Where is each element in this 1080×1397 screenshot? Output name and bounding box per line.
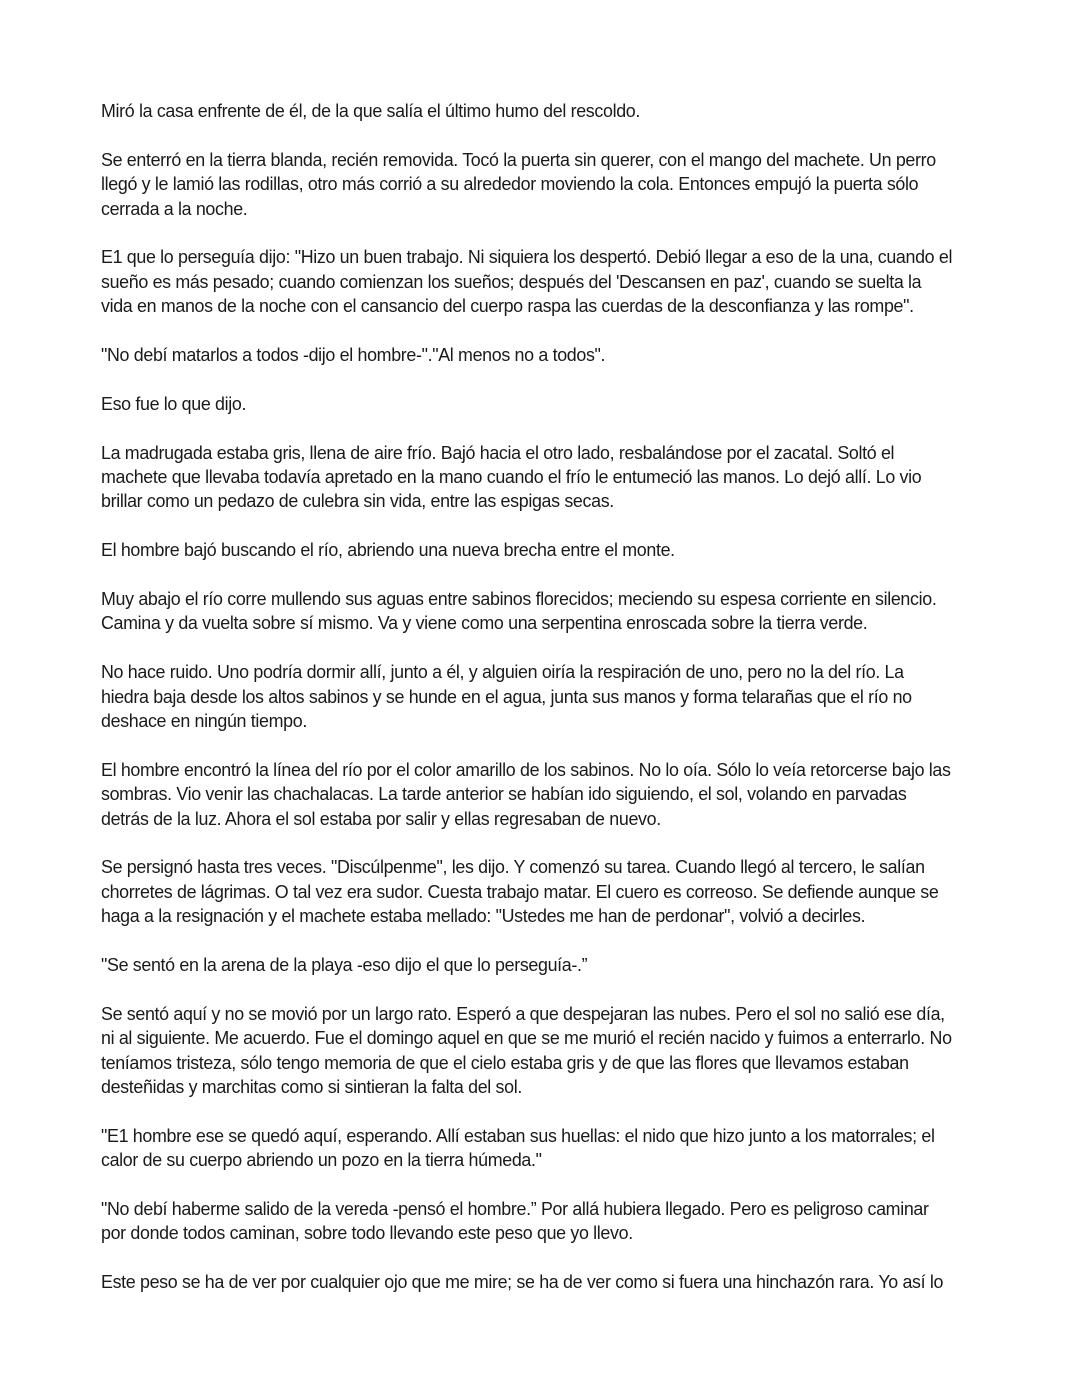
paragraph-6: La madrugada estaba gris, llena de aire frío. Bajó hacia el otro lado, resbalándose por el zacatal. Soltó el machete que llevaba todavía apretado en la mano cuando el frío le entumeció las manos. Lo dejó allí. Lo vio brillar como un pedazo de culebra sin vida, entre las espigas secas. (101, 441, 922, 512)
paragraph-14: "E1 hombre ese se quedó aquí, esperando. Allí estaban sus huellas: el nido que hizo junto a los matorrales; el calor de su cuerpo abriendo un pozo en la tierra húmeda." (101, 1124, 935, 1171)
paragraph-8: Muy abajo el río corre mullendo sus aguas entre sabinos florecidos; meciendo su espesa corriente en silencio. Camina y da vuelta sobre sí mismo. Va y viene como una serpentina enroscada sobre la tierra verde. (101, 588, 937, 634)
paragraph-11: Se persignó hasta tres veces. "Discúlpenme", les dijo. Y comenzó su tarea. Cuando llegó al tercero, le salían chorretes de lágrimas. O tal vez era sudor. Cuesta trabajo matar. El cuero es correoso. Se defiende aunque se haga a la resignación y el machete estaba mellado: "Ustedes me han de perdonar", volvió a decirles. (101, 856, 939, 927)
paragraph-3: E1 que lo perseguía dijo: "Hizo un buen trabajo. Ni siquiera los despertó. Debió llegar a eso de la una, cuando el sueño es más pesado; cuando comienzan los sueños; después del 'Descansen en paz', cuando se suelta la vida en manos de la noche con el cansancio del cuerpo raspa las cuerdas de la desconfianza y las rompe". (101, 246, 953, 317)
paragraph-4: "No debí matarlos a todos -dijo el hombre-"."Al menos no a todos". (101, 344, 606, 366)
paragraph-2: Se enterró en la tierra blanda, recién removida. Tocó la puerta sin querer, con el mango del machete. Un perro llegó y le lamió las rodillas, otro más corrió a su alrededor moviendo la cola. Entonces empujó la puerta sólo cerrada a la noche. (101, 148, 936, 219)
paragraph-15: "No debí haberme salido de la vereda -pensó el hombre.” Por allá hubiera llegado. Pero es peligroso caminar por donde todos caminan, sobre todo llevando este peso que yo llevo. (101, 1198, 929, 1244)
document-page (101, 99, 955, 1319)
paragraph-13: Se sentó aquí y no se movió por un largo rato. Esperó a que despejaran las nubes. Pero el sol no salió ese día, ni al siguiente. Me acuerdo. Fue el domingo aquel en que se me murió el recién nacido y fuimos a enterrarlo. No teníamos tristeza, sólo tengo memoria de que el cielo estaba gris y de que las flores que llevamos estaban desteñidas y marchitas como si sintieran la falta del sol. (101, 1002, 952, 1098)
paragraph-9: No hace ruido. Uno podría dormir allí, junto a él, y alguien oiría la respiración de uno, pero no la del río. La hiedra baja desde los altos sabinos y se hunde en el agua, junta sus manos y forma telarañas que el río no deshace en ningún tiempo. (101, 661, 912, 732)
paragraph-12: "Se sentó en la arena de la playa -eso dijo el que lo perseguía-.” (101, 954, 588, 976)
paragraph-16: Este peso se ha de ver por cualquier ojo que me mire; se ha de ver como si fuera una hinchazón rara. Yo así lo (101, 1271, 944, 1293)
paragraph-7: El hombre bajó buscando el río, abriendo una nueva brecha entre el monte. (101, 539, 675, 561)
paragraph-5: Eso fue lo que dijo. (101, 392, 247, 414)
paragraph-1: Miró la casa enfrente de él, de la que salía el último humo del rescoldo. (101, 100, 641, 121)
paragraph-10: El hombre encontró la línea del río por el color amarillo de los sabinos. No lo oía. Sólo lo veía retorcerse bajo las sombras. Vio venir las chachalacas. La tarde anterior se habían ido siguiendo, el sol, volando en parvadas detrás de la luz. Ahora el sol estaba por salir y ellas regresaban de nuevo. (101, 758, 951, 829)
